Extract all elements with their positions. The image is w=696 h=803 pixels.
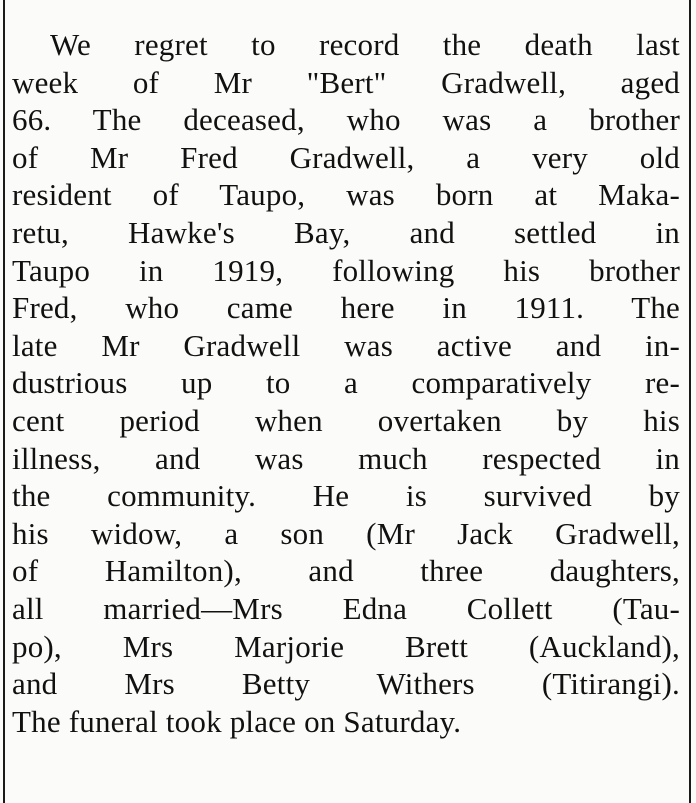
article-line: resident of Taupo, was born at Maka-: [12, 177, 680, 213]
obituary-article: [12, 26, 680, 740]
article-line: and Mrs Betty Withers (Titirangi).: [12, 666, 680, 702]
article-line: illness, and was much respected in: [12, 440, 680, 476]
article-line: week of Mr "Bert" Gradwell, aged: [12, 64, 680, 100]
article-line: retu, Hawke's Bay, and settled in: [12, 214, 680, 250]
article-line: all married—Mrs Edna Collett (Tau-: [12, 590, 680, 626]
article-line: of Hamilton), and three daughters,: [12, 553, 680, 589]
article-line: cent period when overtaken by his: [12, 402, 680, 438]
article-line: 66. The deceased, who was a brother: [12, 102, 680, 138]
article-line: the community. He is survived by: [12, 478, 680, 514]
article-line: po), Mrs Marjorie Brett (Auckland),: [12, 628, 680, 664]
article-line: his widow, a son (Mr Jack Gradwell,: [12, 515, 680, 551]
article-line: late Mr Gradwell was active and in-: [12, 327, 680, 363]
article-line: We regret to record the death last: [50, 27, 680, 62]
article-line: The funeral took place on Saturday.: [12, 703, 462, 739]
column-rule-left: [3, 0, 5, 803]
article-line: Fred, who came here in 1911. The: [12, 290, 680, 326]
article-line: dustrious up to a comparatively re-: [12, 365, 680, 401]
article-line: Taupo in 1919, following his brother: [12, 252, 680, 288]
column-rule-right: [689, 0, 691, 803]
article-line: of Mr Fred Gradwell, a very old: [12, 139, 680, 175]
